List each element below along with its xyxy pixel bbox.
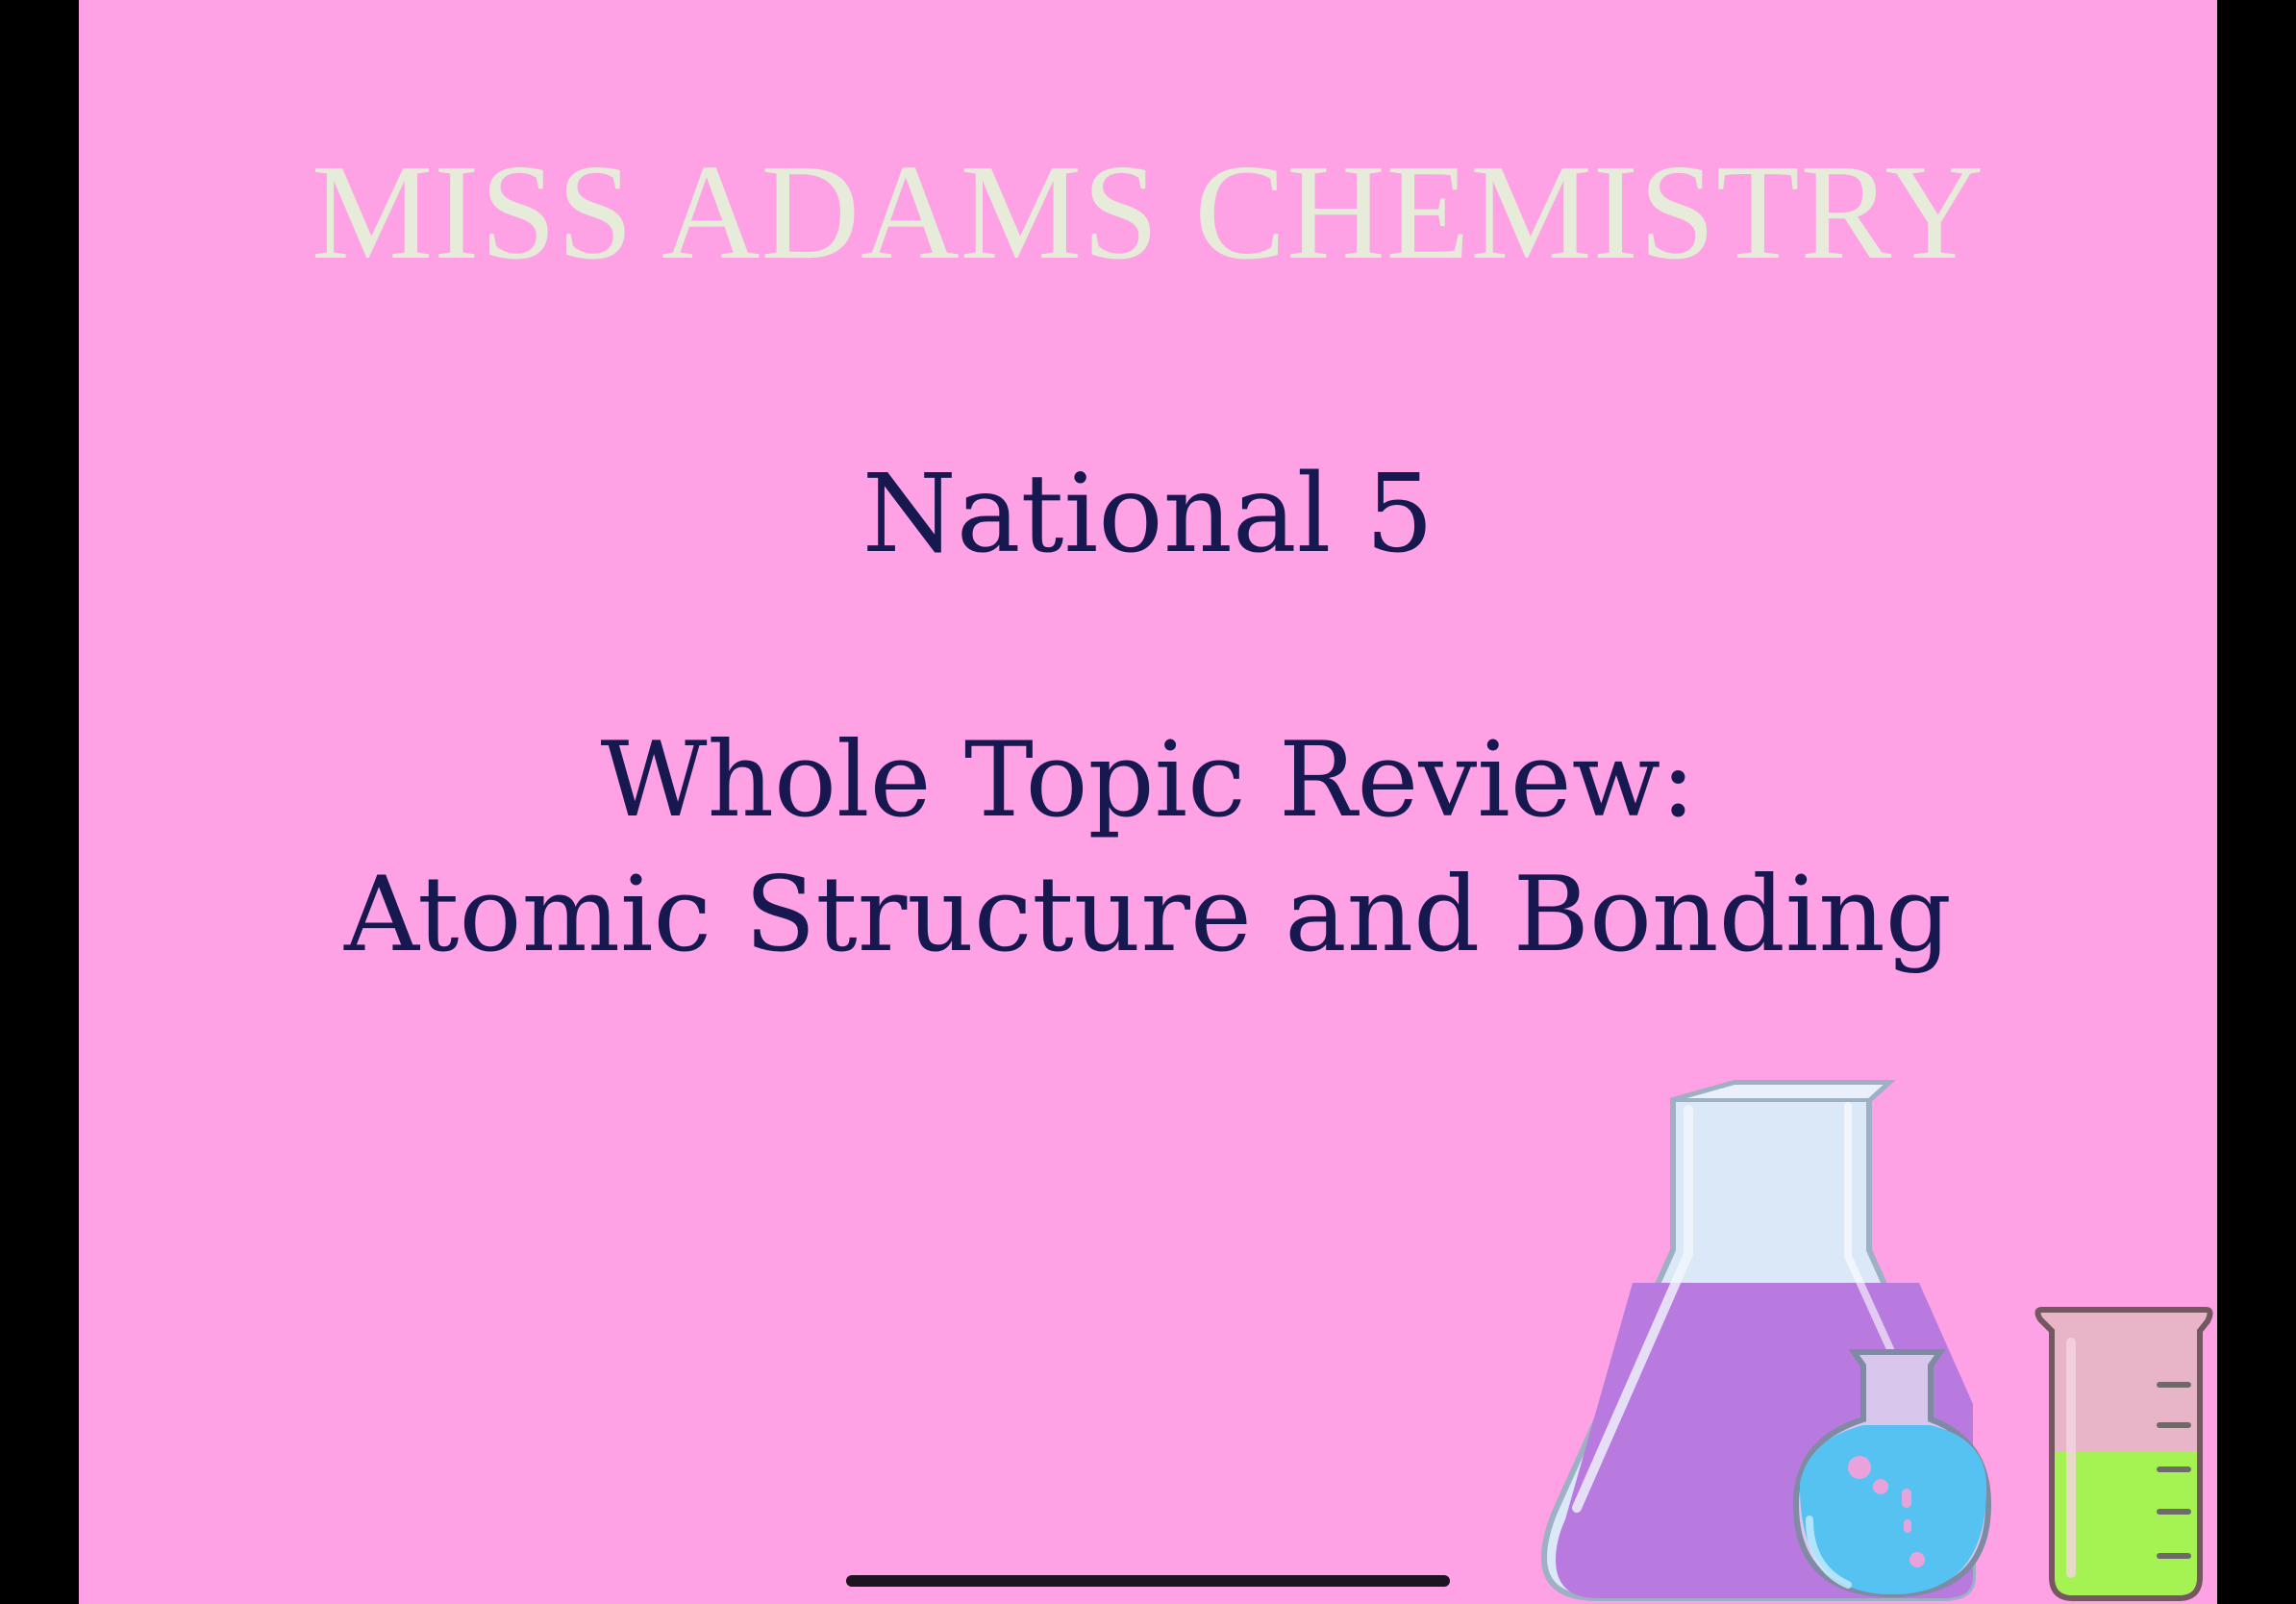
brand-title: MISS ADAMS CHEMISTRY [311,136,1985,288]
home-indicator[interactable] [846,1575,1450,1587]
lab-glassware-illustration [1521,1067,2217,1604]
slide [79,0,2217,1604]
topic-heading-line-2: Atomic Structure and Bonding [344,855,1952,975]
course-heading: National 5 [861,452,1435,577]
beaker-icon [2037,1310,2209,1598]
topic-heading-line-1: Whole Topic Review: [600,720,1696,840]
